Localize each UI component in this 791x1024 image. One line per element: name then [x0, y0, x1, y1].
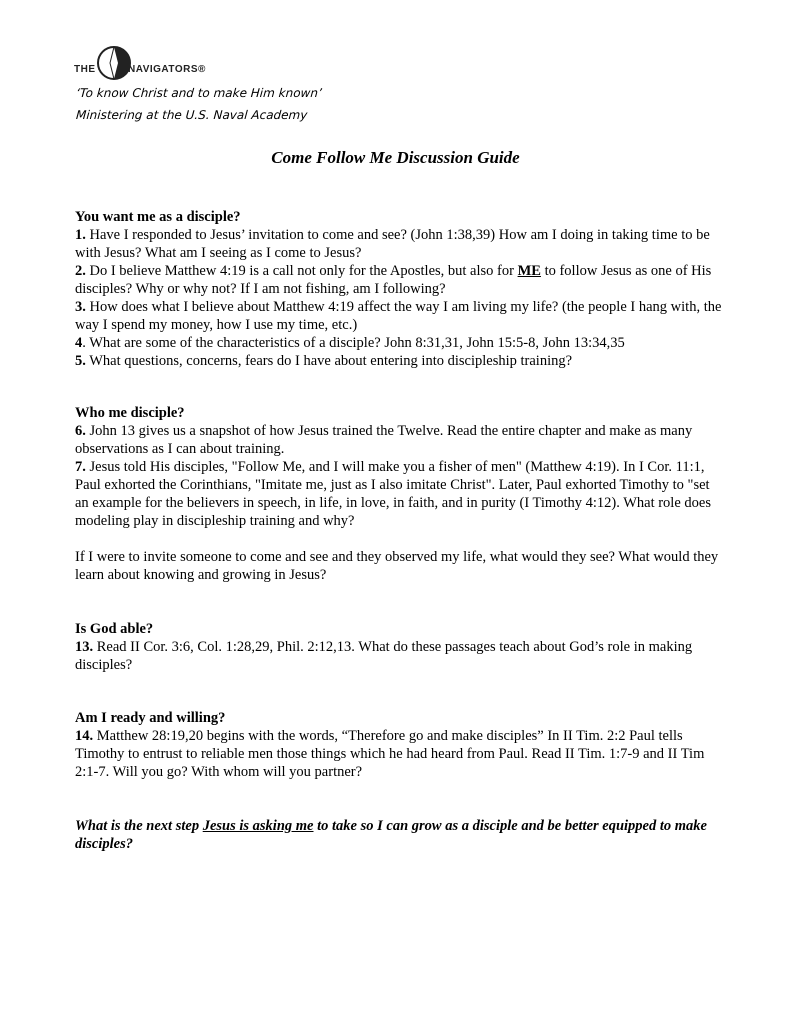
question-13: [75, 638, 725, 674]
closing-emphasis: Jesus is asking me: [202, 818, 314, 834]
section-you-want-me: [75, 208, 725, 370]
section-heading: You want me as a disciple?: [75, 209, 241, 225]
tagline-mission: ‘To know Christ and to make Him known’: [75, 86, 323, 100]
section-heading: Who me disciple?: [75, 405, 185, 421]
question-text: Do I believe Matthew 4:19 is a call not only for the Apostles, but also for: [85, 263, 518, 279]
closing-question: [75, 817, 725, 853]
reflection-paragraph: If I were to invite someone to come and see and they observed my life, what would they see? What would they learn about knowing and growing in Jesus?: [75, 549, 719, 583]
navigators-logo: [74, 44, 254, 84]
question-text: to follow Jesus as one of His disciples? Why or why not? If I am not fishing, am I following?: [75, 263, 712, 297]
question-text: Matthew 28:19,20 begins with the words, “Therefore go and make disciples” In II Tim. 2:2 Paul tells Timothy to entrust to reliable men those things which he had heard from Paul. Read II Tim. 1:7-9 and II Tim 2:1-7. Will you go? With whom will you partner?: [75, 728, 705, 780]
question-6: [75, 422, 725, 458]
question-1: [75, 226, 725, 262]
question-number: 3.: [75, 299, 86, 315]
tagline-ministry: Ministering at the U.S. Naval Academy: [75, 108, 308, 122]
section-is-god-able: [75, 620, 725, 674]
question-5: [75, 352, 725, 370]
question-number: 7.: [75, 459, 86, 475]
question-number: 6.: [75, 423, 86, 439]
question-number: 2.: [75, 263, 86, 279]
question-4: [75, 334, 725, 352]
section-who-me-disciple: [75, 404, 725, 584]
logo-text-left: THE: [74, 64, 96, 75]
question-text: Read II Cor. 3:6, Col. 1:28,29, Phil. 2:12,13. What do these passages teach about God’s role in making disciples?: [75, 639, 693, 673]
question-number: 5.: [75, 353, 86, 369]
question-3: [75, 298, 725, 334]
question-7: [75, 458, 725, 530]
closing-text: What is the next step: [75, 818, 203, 834]
question-text: What questions, concerns, fears do I have about entering into discipleship training?: [85, 353, 573, 369]
question-number: 14.: [75, 728, 94, 744]
question-2: [75, 262, 725, 298]
question-text: Have I responded to Jesus’ invitation to come and see? (John 1:38,39) How am I doing in taking time to be with Jesus? What am I seeing as I come to Jesus?: [75, 227, 710, 261]
section-heading: Am I ready and willing?: [75, 710, 226, 726]
question-text: . What are some of the characteristics of a disciple? John 8:31,31, John 15:5-8, John 13:34,35: [82, 335, 625, 351]
emphasis-me: ME: [517, 263, 541, 279]
question-number: 1.: [75, 227, 86, 243]
question-number: 13.: [75, 639, 94, 655]
section-ready-and-willing: [75, 709, 725, 781]
section-heading: Is God able?: [75, 621, 154, 637]
question-text: Jesus told His disciples, "Follow Me, and I will make you a fisher of men" (Matthew 4:19). In I Cor. 11:1, Paul exhorted the Corinthians, "Imitate me, just as I also imitate Christ". Later, Paul exhorted Timothy to "set an example for the believers in speech, in life, in love, in faith, and in purity (I Timothy 4:12). What role does modeling play in discipleship training and why?: [75, 459, 711, 529]
question-text: How does what I believe about Matthew 4:19 affect the way I am living my life? (the people I hang with, the way I spend my money, how I use my time, etc.): [75, 299, 722, 333]
question-text: John 13 gives us a snapshot of how Jesus trained the Twelve. Read the entire chapter and make as many observations as I can about training.: [75, 423, 693, 457]
logo-text-right: NAVIGATORS®: [128, 64, 206, 75]
page-title: Come Follow Me Discussion Guide: [271, 148, 520, 167]
compass-logo-icon: [97, 44, 131, 82]
question-number: 4: [75, 335, 83, 351]
closing-text: to take so I can grow as a disciple and be better equipped to make disciples?: [75, 818, 707, 852]
question-14: [75, 727, 725, 781]
